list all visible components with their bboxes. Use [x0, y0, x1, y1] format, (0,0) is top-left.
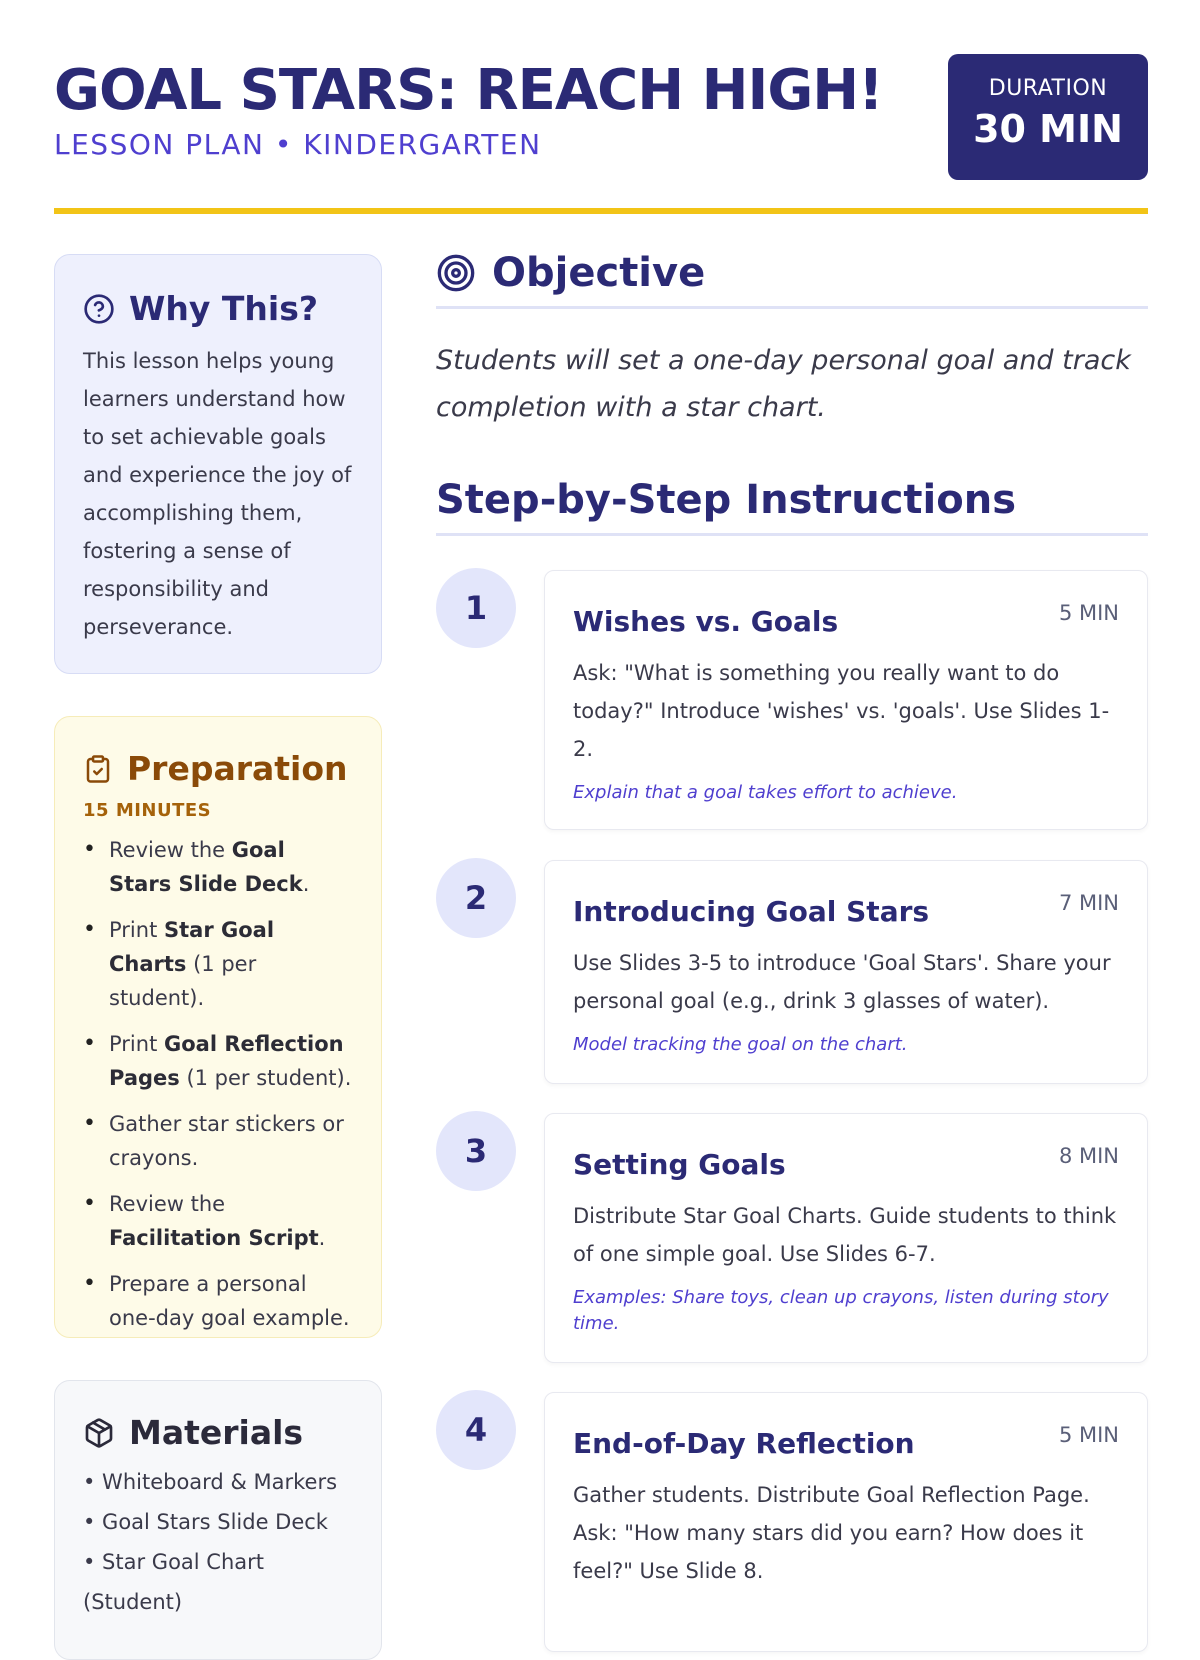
objective-title: Objective: [492, 250, 706, 296]
step-duration: 8 MIN: [1058, 1144, 1119, 1168]
step-title: Setting Goals: [573, 1148, 786, 1181]
instructions-heading: Step-by-Step Instructions: [436, 477, 1148, 536]
objective-heading: [436, 250, 1148, 309]
preparation-time: 15 MINUTES: [83, 800, 212, 821]
question-circle-icon: [83, 293, 115, 325]
preparation-item: • Print Goal Reflection Pages (1 per student).: [83, 1027, 353, 1095]
materials-item: • Star Goal Chart (Student): [83, 1550, 265, 1614]
preparation-card: [54, 716, 382, 1338]
clipboard-check-icon: [83, 753, 113, 785]
materials-item: • Whiteboard & Markers: [83, 1470, 338, 1494]
preparation-item: • Review the Facilitation Script.: [83, 1187, 353, 1255]
step-number: 4: [436, 1390, 516, 1470]
preparation-item: • Prepare a personal one-day goal example.: [83, 1267, 353, 1335]
step-body: Use Slides 3-5 to introduce 'Goal Stars'. Share your personal goal (e.g., drink 3 glasses of water).: [573, 951, 1111, 1013]
step-number: 3: [436, 1111, 516, 1191]
why-this-card: [54, 254, 382, 674]
step-body: Gather students. Distribute Goal Reflection Page. Ask: "How many stars did you earn? How does it feel?" Use Slide 8.: [573, 1483, 1090, 1583]
duration-label: DURATION: [988, 76, 1108, 101]
step-number: 2: [436, 858, 516, 938]
why-this-title: Why This?: [129, 289, 318, 328]
step-duration: 7 MIN: [1058, 891, 1119, 915]
preparation-title: Preparation: [127, 749, 348, 788]
step-body: Distribute Star Goal Charts. Guide students to think of one simple goal. Use Slides 6-7.: [573, 1204, 1117, 1266]
step-card: [544, 1392, 1148, 1652]
materials-item: • Goal Stars Slide Deck: [83, 1510, 328, 1534]
step-note: Explain that a goal takes effort to achieve.: [573, 782, 958, 803]
step-title: Wishes vs. Goals: [573, 605, 839, 638]
step-duration: 5 MIN: [1058, 601, 1119, 625]
materials-list: [83, 1462, 353, 1622]
preparation-item: • Gather star stickers or crayons.: [83, 1107, 353, 1175]
page-title: GOAL STARS: REACH HIGH!: [54, 58, 883, 123]
step-note: Examples: Share toys, clean up crayons, listen during story time.: [573, 1287, 1109, 1334]
step-note: Model tracking the goal on the chart.: [573, 1034, 908, 1055]
step-title: End-of-Day Reflection: [573, 1427, 915, 1460]
step-number: 1: [436, 568, 516, 648]
step-title: Introducing Goal Stars: [573, 895, 930, 928]
header-divider: [54, 208, 1148, 214]
duration-badge: [948, 54, 1148, 180]
lesson-header: [54, 54, 1148, 184]
preparation-item: • Review the Goal Stars Slide Deck.: [83, 833, 353, 901]
materials-card: [54, 1380, 382, 1660]
target-icon: [436, 253, 476, 293]
step-body: Ask: "What is something you really want to do today?" Introduce 'wishes' vs. 'goals'. Use Slides 1-2.: [573, 661, 1110, 761]
why-this-body: This lesson helps young learners understand how to set achievable goals and experience the joy of accomplishing them, fostering a sense of responsibility and perseverance.: [83, 349, 352, 639]
preparation-list: [83, 833, 353, 1335]
step-card: [544, 570, 1148, 830]
step-duration: 5 MIN: [1058, 1423, 1119, 1447]
materials-title: Materials: [129, 1413, 304, 1452]
page-subtitle: LESSON PLAN • KINDERGARTEN: [54, 128, 542, 161]
step-card: [544, 1113, 1148, 1363]
why-this-heading: [83, 289, 353, 328]
preparation-heading: [83, 749, 353, 788]
main-content: [436, 250, 1148, 536]
materials-heading: [83, 1413, 353, 1452]
duration-value: 30 MIN: [973, 107, 1123, 151]
package-icon: [83, 1417, 115, 1449]
preparation-item: • Print Star Goal Charts (1 per student).: [83, 913, 353, 1015]
step-card: [544, 860, 1148, 1084]
objective-text: Students will set a one-day personal goal and track completion with a star chart.: [436, 345, 1131, 423]
